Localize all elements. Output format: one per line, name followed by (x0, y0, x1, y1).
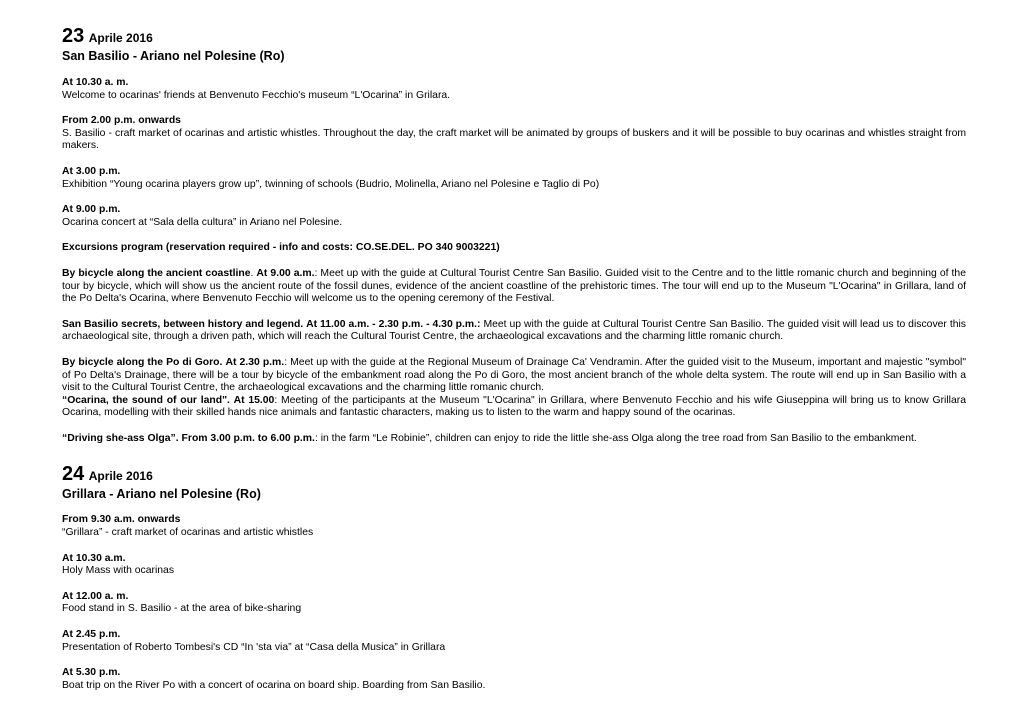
event-item (62, 553, 966, 578)
day-month: Aprile 2016 (88, 31, 153, 45)
event-time: At 10.30 a. m. (62, 77, 129, 88)
event-item (62, 115, 966, 153)
excursion-item (62, 357, 966, 395)
excursion-title: San Basilio secrets, between history and legend. (62, 318, 304, 330)
excursion-title: By bicycle along the ancient coastline (62, 267, 251, 279)
event-description: Exhibition “Young ocarina players grow up”, twinning of schools (Budrio, Molinella, Ariano nel Polesine e Taglio di Po) (62, 178, 600, 190)
event-time: From 9.30 a.m. onwards (62, 514, 181, 526)
excursion-description: : in the farm “Le Robinie”, children can enjoy to ride the little she-ass Olga along the tree road from San Basilio to the embankment. (314, 432, 917, 444)
event-item (62, 166, 966, 191)
day-number: 24 (62, 463, 85, 486)
event-time: From 2.00 p.m. onwards (62, 115, 181, 127)
event-time: At 5.30 p.m. (62, 667, 121, 679)
document-page (62, 26, 966, 692)
event-item (62, 591, 966, 616)
day-location: Grillara - Ariano nel Polesine (Ro) (62, 487, 261, 502)
day-number: 23 (62, 25, 85, 47)
day-header (62, 464, 966, 484)
event-description: Presentation of Roberto Tombesi's CD “In 'sta via” at “Casa della Musica” in Grillara (62, 641, 446, 653)
event-description: Ocarina concert at “Sala della cultura” in Ariano nel Polesine. (62, 216, 343, 228)
event-time: At 2.45 p.m. (62, 629, 121, 641)
event-item (62, 667, 966, 692)
event-time: At 12.00 a. m. (62, 590, 129, 602)
event-item (62, 77, 966, 102)
excursion-description: : Meet up with the guide at the Regional Museum of Drainage Ca' Vendramin. After the guided visit to the Museum, important and majestic "symbol" of Po Delta's Drainage, there will be a tour by bicycle of the embankment road along the Po di Goro, the most ancient branch of the whole delta system. The route will end up in San Basilio with a visit to the Cultural Tourist Centre, the archaeological excavations and the charming little romanic church. (62, 356, 967, 394)
event-description: Food stand in S. Basilio - at the area of bike-sharing (62, 603, 302, 615)
event-item (62, 514, 966, 539)
excursion-time: From 3.00 p.m. to 6.00 p.m. (181, 432, 315, 444)
excursion-title: “Ocarina, the sound of our land". (62, 394, 230, 406)
excursion-item: By bicycle along the ancient coastline. At 9.00 a.m.: Meet up with the guide at Cultural Tourist Centre San Basilio. Guided visit to the Centre and to the little romanic church and beginning of the tour by bicycle, which will show us the ancient route of the fossil dunes, evidence of the ancient coastline of the prehistoric times. The tour will end up to the Museum "L'Ocarina" in Grillara, land of the Po Delta's Ocarina, where Benvenuto Fecchio will welcome us to the opening ceremony of the Festival. (62, 267, 966, 305)
excursion-time: At 11.00 a.m. - 2.30 p.m. - 4.30 p.m.: (306, 318, 481, 330)
day-section-24 (62, 464, 966, 692)
event-description: “Grillara” - craft market of ocarinas and artistic whistles (62, 527, 314, 539)
day-header (62, 26, 966, 46)
event-description: S. Basilio - craft market of ocarinas and artistic whistles. Throughout the day, the craft market will be animated by groups of buskers and it will be possible to buy ocarinas and whistles straight from makers. (62, 127, 966, 152)
excursion-item (62, 319, 966, 344)
event-item (62, 204, 966, 229)
excursion-item (62, 395, 966, 420)
event-time: At 3.00 p.m. (62, 165, 121, 177)
excursion-title: By bicycle along the Po di Goro. (62, 356, 223, 368)
excursion-item (62, 433, 966, 446)
excursion-description: : Meet up with the guide at Cultural Tourist Centre San Basilio. Guided visit to the Centre and to the little romanic church and beginning of the tour by bicycle, which will show us the ancient route of the fossil dunes, evidence of the ancient coastline of the prehistoric times. The tour will end up to the Museum "L'Ocarina" in Grillara, land of the Po Delta's Ocarina, where Benvenuto Fecchio will welcome us to the opening ceremony of the Festival. (62, 267, 966, 305)
excursion-description: Meet up with the guide at Cultural Tourist Centre San Basilio. The guided visit will lead us to discover this archaeological site, through a driven path, which will reach the Cultural Tourist Centre, the archaeological excavations and the charming little romanic church. (62, 318, 966, 343)
day-location: San Basilio - Ariano nel Polesine (Ro) (62, 49, 285, 63)
event-description: Holy Mass with ocarinas (62, 565, 175, 577)
event-description: Welcome to ocarinas' friends at Benvenuto Fecchio's museum “L'Ocarina” in Grilara. (62, 89, 451, 101)
excursion-time: At 9.00 a.m. (256, 267, 315, 279)
excursion-time: At 2.30 p.m. (225, 356, 285, 368)
excursions-heading: Excursions program (reservation required - info and costs: CO.SE.DEL. PO 340 9003221) (62, 242, 500, 254)
day-month: Aprile 2016 (88, 469, 153, 484)
event-time: At 9.00 p.m. (62, 204, 121, 216)
event-item (62, 629, 966, 654)
event-time: At 10.30 a.m. (62, 552, 126, 564)
excursion-time: At 15.00 (233, 394, 275, 406)
event-description: Boat trip on the River Po with a concert of ocarina on board ship. Boarding from San Basilio. (62, 679, 486, 691)
excursion-description: : Meeting of the participants at the Museum "L'Ocarina" in Grillara, where Benvenuto Fecchio and his wife Giuseppina will bring us to know Grillara Ocarina, modelling with their skilled hands nice animals and fantastic characters, making us to listen to the warm and happy sound of the ocarinas. (62, 394, 967, 419)
day-section-23 (62, 26, 966, 445)
excursion-title: “Driving she-ass Olga”. (62, 432, 179, 444)
